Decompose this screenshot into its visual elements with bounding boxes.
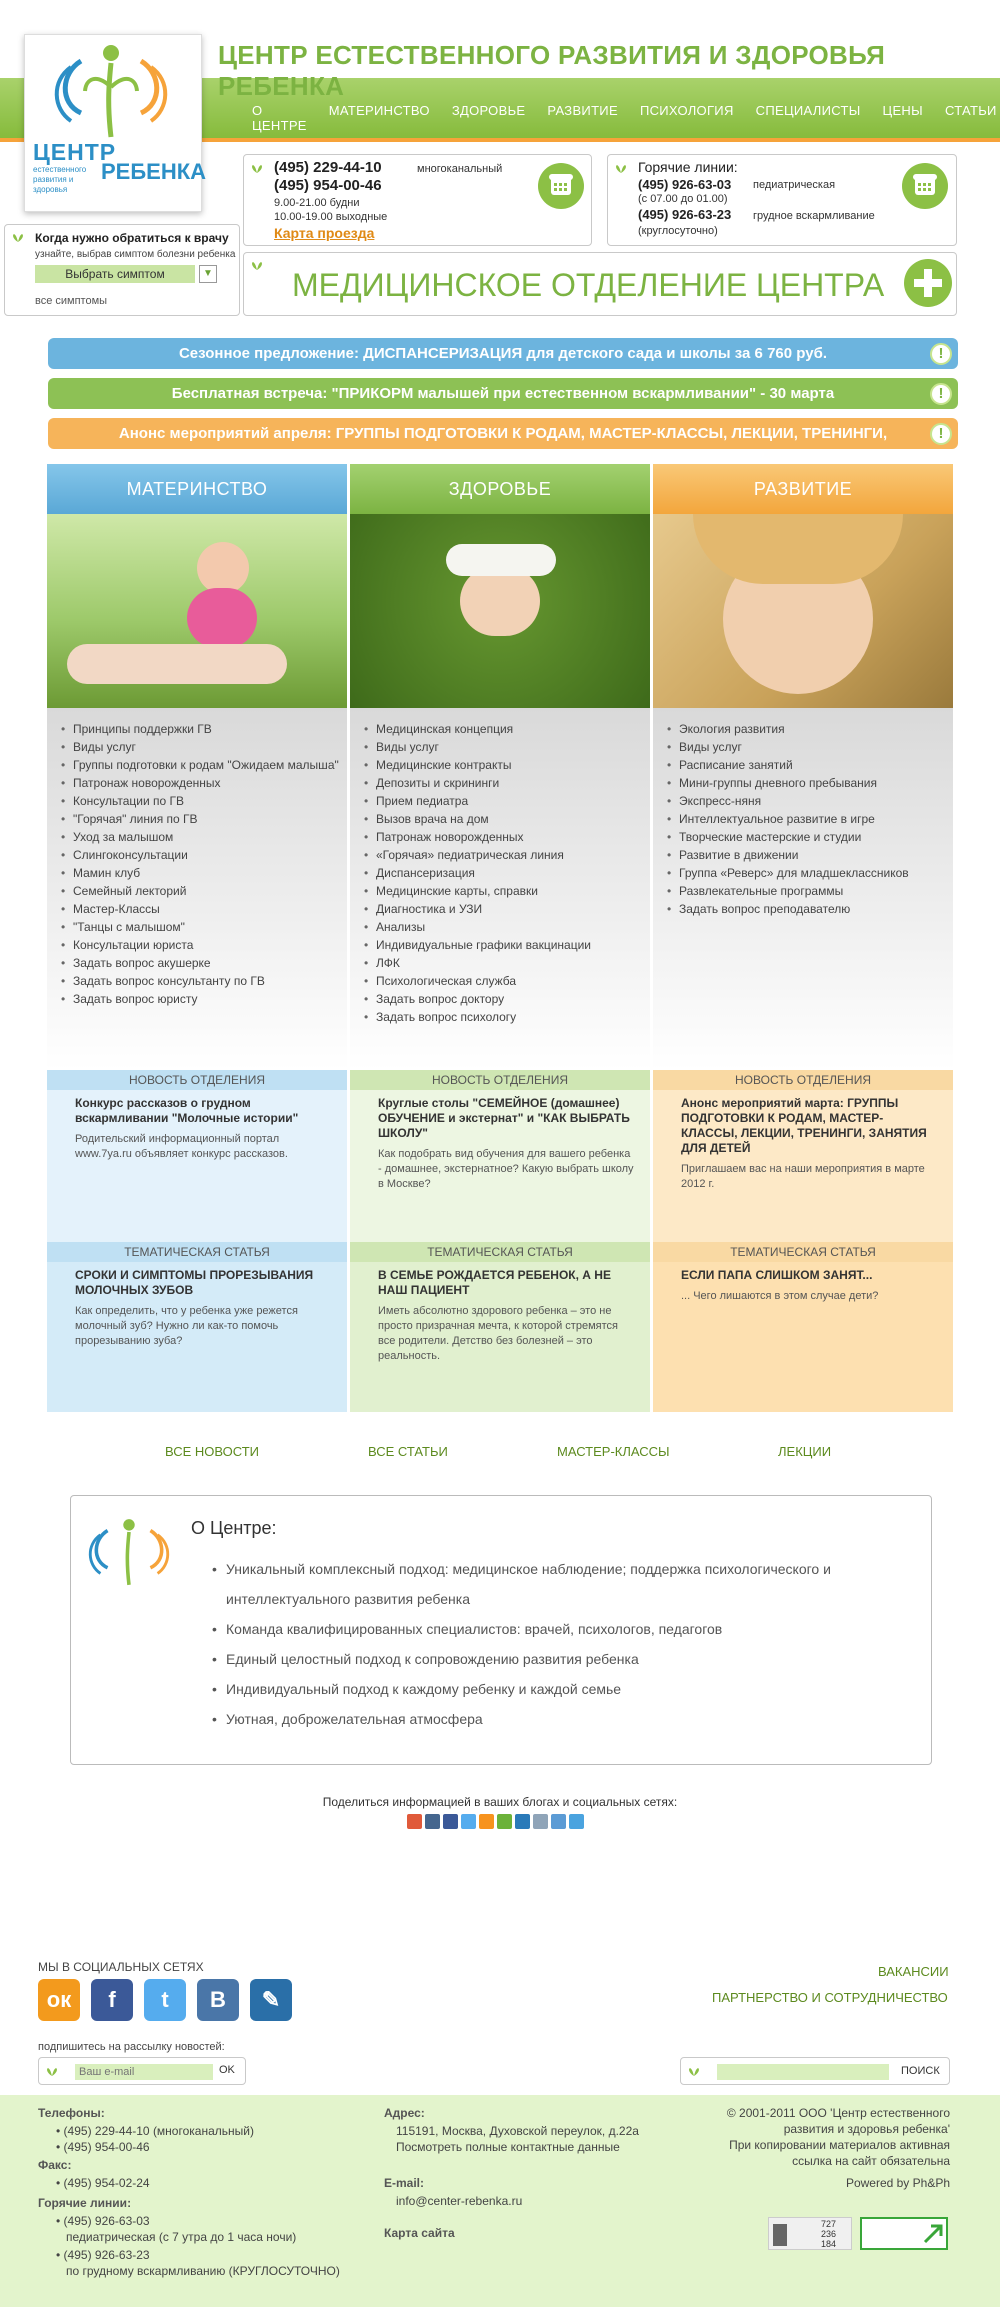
symptom-box bbox=[4, 224, 240, 316]
phone-1[interactable]: (495) 229-44-10 bbox=[274, 159, 382, 176]
hotline-2-note: грудное вскармливание bbox=[753, 210, 875, 222]
all-news-link[interactable]: ВСЕ НОВОСТИ bbox=[165, 1444, 260, 1459]
footer-email[interactable]: info@center-rebenka.ru bbox=[396, 2194, 523, 2208]
article-text: Как определить, что у ребенка уже режется молочный зуб? Нужно ли как-то помочь прорезыванию зуба? bbox=[75, 1305, 298, 1347]
footer-hotline: • (495) 926-63-23 bbox=[56, 2248, 150, 2262]
phone-icon bbox=[902, 163, 948, 209]
footer-copyright: © 2001-2011 ООО 'Центр естественного развития и здоровья ребенка' bbox=[726, 2106, 950, 2136]
search-form bbox=[680, 2057, 950, 2085]
leaf-icon bbox=[614, 164, 628, 174]
menu-item[interactable]: • Интеллектуальное развитие в игре bbox=[667, 810, 953, 828]
menu-item[interactable]: • Развитие в движении bbox=[667, 846, 953, 864]
menu-item[interactable]: • Медицинская концепция bbox=[364, 720, 650, 738]
logo-word-center: ЦЕНТР bbox=[33, 139, 117, 165]
menu-item[interactable]: • Медицинские контракты bbox=[364, 756, 650, 774]
counter-value: 727 bbox=[821, 2219, 837, 2229]
livejournal-icon[interactable]: ✎ bbox=[250, 1979, 292, 2021]
share-icon[interactable] bbox=[533, 1814, 548, 1829]
logo[interactable] bbox=[24, 34, 207, 212]
footer bbox=[0, 2095, 1000, 2307]
chevron-down-icon[interactable]: ▼ bbox=[199, 265, 217, 283]
menu-item[interactable]: • Анализы bbox=[364, 918, 650, 936]
menu-item[interactable]: • Медицинские карты, справки bbox=[364, 882, 650, 900]
nav-health[interactable]: ЗДОРОВЬЕ bbox=[451, 103, 526, 118]
menu-item[interactable]: • ЛФК bbox=[364, 954, 650, 972]
email-input[interactable] bbox=[75, 2064, 213, 2080]
news-block bbox=[653, 1090, 953, 1242]
hotlines-title: Горячие линии: bbox=[638, 159, 738, 175]
phone-1-note: многоканальный bbox=[417, 163, 503, 175]
hotline-2-hours: (круглосуточно) bbox=[638, 225, 718, 237]
news-title[interactable]: Анонс мероприятий марта: ГРУППЫ ПОДГОТОВКИ К РОДАМ, МАСТЕР-КЛАССЫ, ЛЕКЦИИ, ТРЕНИНГИ, ЗАНЯТИЯ ДЛЯ ДЕТЕЙ bbox=[681, 1096, 927, 1155]
footer-address: 115191, Москва, Духовской переулок, д.22а bbox=[396, 2124, 639, 2138]
menu-item[interactable]: • Расписание занятий bbox=[667, 756, 953, 774]
map-link[interactable]: Карта проезда bbox=[274, 225, 375, 241]
menu-item[interactable]: • Прием педиатра bbox=[364, 792, 650, 810]
article-title[interactable]: ЕСЛИ ПАПА СЛИШКОМ ЗАНЯТ... bbox=[681, 1268, 873, 1282]
photo-girl-flowers bbox=[350, 514, 650, 708]
share-icon[interactable] bbox=[479, 1814, 494, 1829]
article-heading: ТЕМАТИЧЕСКАЯ СТАТЬЯ bbox=[47, 1242, 347, 1262]
menu-item[interactable]: • Диагностика и УЗИ bbox=[364, 900, 650, 918]
footer-fax-heading: Факс: bbox=[38, 2158, 72, 2172]
hotlines-box bbox=[607, 154, 957, 246]
rating-badge[interactable] bbox=[860, 2217, 948, 2250]
news-text: Родительский информационный портал www.7ya.ru объявляет конкурс рассказов. bbox=[75, 1133, 288, 1160]
footer-hotlines-heading: Горячие линии: bbox=[38, 2196, 132, 2210]
site-title: ЦЕНТР ЕСТЕСТВЕННОГО РАЗВИТИЯ И ЗДОРОВЬЯ РЕБЕНКА bbox=[218, 40, 886, 101]
footer-email-heading: E-mail: bbox=[384, 2176, 425, 2190]
menu-item[interactable]: • Семейный лекторий bbox=[61, 882, 347, 900]
banner-checkup[interactable] bbox=[48, 338, 958, 369]
symptom-desc: узнайте, выбрав симптом болезни ребенка bbox=[35, 249, 236, 260]
article-title[interactable]: В СЕМЬЕ РОЖДАЕТСЯ РЕБЕНОК, А НЕ НАШ ПАЦИЕНТ bbox=[378, 1268, 611, 1297]
column-development bbox=[653, 464, 953, 1412]
column-title[interactable]: МАТЕРИНСТВО bbox=[47, 464, 347, 514]
news-block bbox=[350, 1090, 650, 1242]
exclamation-icon: ! bbox=[930, 423, 952, 445]
menu-item[interactable]: • Мини-группы дневного пребывания bbox=[667, 774, 953, 792]
news-heading: НОВОСТЬ ОТДЕЛЕНИЯ bbox=[350, 1070, 650, 1090]
logo-figures-icon bbox=[79, 1510, 179, 1594]
menu-item[interactable]: • "Горячая" линия по ГВ bbox=[61, 810, 347, 828]
symptom-title: Когда нужно обратиться к врачу bbox=[35, 231, 229, 245]
photo-smiling-child bbox=[653, 514, 953, 708]
news-heading: НОВОСТЬ ОТДЕЛЕНИЯ bbox=[653, 1070, 953, 1090]
share-icon[interactable] bbox=[461, 1814, 476, 1829]
footer-hotline-text: (495) 926-63-23 bbox=[63, 2248, 150, 2262]
article-heading: ТЕМАТИЧЕСКАЯ СТАТЬЯ bbox=[350, 1242, 650, 1262]
symptom-select[interactable]: Выбрать симптом bbox=[35, 265, 195, 283]
banner-text: Бесплатная встреча: "ПРИКОРМ малышей при естественном вскармливании" - 30 марта bbox=[171, 385, 835, 402]
leaf-icon bbox=[250, 164, 264, 174]
visit-counter[interactable] bbox=[768, 2217, 852, 2250]
menu-item[interactable]: • "Танцы с малышом" bbox=[61, 918, 347, 936]
menu-item[interactable]: • Творческие мастерские и студии bbox=[667, 828, 953, 846]
logo-figures-icon bbox=[41, 43, 181, 139]
hours-weekdays: 9.00-21.00 будни bbox=[274, 197, 360, 209]
logo-word-child: РЕБЕНКА bbox=[101, 159, 207, 184]
footer-fax: • (495) 954-02-24 bbox=[56, 2176, 150, 2190]
footer-hotline-text: (495) 926-63-03 bbox=[63, 2214, 150, 2228]
counter-value: 184 bbox=[821, 2239, 837, 2249]
menu-item[interactable]: • Слингоконсультации bbox=[61, 846, 347, 864]
subscribe-button[interactable]: OK bbox=[219, 2064, 235, 2076]
menu-item[interactable]: • Консультации по ГВ bbox=[61, 792, 347, 810]
menu-item[interactable]: • Задать вопрос преподавателю bbox=[667, 900, 953, 918]
column-health bbox=[350, 464, 650, 1412]
footer-phone-text: (495) 229-44-10 (многоканальный) bbox=[63, 2124, 254, 2138]
footer-phone: • (495) 229-44-10 (многоканальный) bbox=[56, 2124, 254, 2138]
vacancies-link[interactable]: ВАКАНСИИ bbox=[878, 1964, 949, 1979]
share-icon[interactable] bbox=[443, 1814, 458, 1829]
column-menu bbox=[653, 708, 953, 1070]
footer-copy-note: При копировании материалов активная ссылка на сайт обязательна bbox=[729, 2138, 950, 2168]
menu-item[interactable]: • Патронаж новорожденных bbox=[364, 828, 650, 846]
footer-hotline-note: по грудному вскармливанию (КРУГЛОСУТОЧНО) bbox=[66, 2264, 340, 2278]
sitemap-link[interactable]: Карта сайта bbox=[384, 2226, 455, 2240]
about-item: • Команда квалифицированных специалистов: врачей, психологов, педагогов bbox=[226, 1614, 916, 1644]
partnership-link[interactable]: ПАРТНЕРСТВО И СОТРУДНИЧЕСТВО bbox=[712, 1990, 948, 2005]
master-classes-link[interactable]: МАСТЕР-КЛАССЫ bbox=[557, 1444, 670, 1459]
footer-hotline-note: педиатрическая (с 7 утра до 1 часа ночи) bbox=[66, 2230, 297, 2244]
menu-item[interactable]: • Депозиты и скрининги bbox=[364, 774, 650, 792]
about-item: • Уникальный комплексный подход: медицинское наблюдение; поддержка психологического и интеллектуального развития ребенка bbox=[226, 1554, 916, 1614]
share-icon[interactable] bbox=[425, 1814, 440, 1829]
about-title: О Центре: bbox=[191, 1518, 277, 1538]
share-icon[interactable] bbox=[515, 1814, 530, 1829]
news-title[interactable]: Круглые столы "СЕМЕЙНОЕ (домашнее) ОБУЧЕНИЕ и экстернат" и "КАК ВЫБРАТЬ ШКОЛУ" bbox=[378, 1096, 630, 1140]
menu-item[interactable]: • Мастер-Классы bbox=[61, 900, 347, 918]
footer-contacts-link[interactable]: Посмотреть полные контактные данные bbox=[396, 2140, 620, 2154]
about-item: • Единый целостный подход к сопровождению развития ребенка bbox=[226, 1644, 916, 1674]
menu-item[interactable]: • Виды услуг bbox=[364, 738, 650, 756]
article-text: Иметь абсолютно здорового ребенка – это не просто призрачная мечта, к которой стремятся все родители. Детство без болезней – это реальность. bbox=[378, 1305, 618, 1362]
share-icon[interactable] bbox=[497, 1814, 512, 1829]
footer-fax-text: (495) 954-02-24 bbox=[63, 2176, 150, 2190]
share-text: Поделиться информацией в ваших блогах и социальных сетях: bbox=[322, 1795, 678, 1809]
menu-item[interactable]: • Вызов врача на дом bbox=[364, 810, 650, 828]
subscribe-form bbox=[38, 2057, 246, 2085]
photo-mother-baby bbox=[47, 514, 347, 708]
news-text: Как подобрать вид обучения для вашего ребенка - домашнее, экстернатное? Какую выбрать школу в Москве? bbox=[378, 1148, 634, 1190]
menu-item[interactable]: • Мамин клуб bbox=[61, 864, 347, 882]
menu-item[interactable]: • Виды услуг bbox=[61, 738, 347, 756]
share-icon[interactable] bbox=[551, 1814, 566, 1829]
article-block bbox=[653, 1262, 953, 1412]
nav-about[interactable]: О ЦЕНТРЕ bbox=[252, 103, 307, 133]
footer-phone-text: (495) 954-00-46 bbox=[63, 2140, 150, 2154]
menu-item[interactable]: • Консультации юриста bbox=[61, 936, 347, 954]
share-icon[interactable] bbox=[407, 1814, 422, 1829]
nav-prices[interactable]: ЦЕНЫ bbox=[882, 103, 923, 118]
contacts-box bbox=[243, 154, 592, 246]
twitter-icon[interactable]: t bbox=[144, 1979, 186, 2021]
footer-phone: • (495) 954-00-46 bbox=[56, 2140, 150, 2154]
odnoklassniki-icon[interactable]: ок bbox=[38, 1979, 80, 2021]
about-item: • Уютная, доброжелательная атмосфера bbox=[226, 1704, 916, 1734]
news-title[interactable]: Конкурс рассказов о грудном вскармливании "Молочные истории" bbox=[75, 1096, 299, 1125]
share-icon[interactable] bbox=[569, 1814, 584, 1829]
menu-item[interactable]: • Виды услуг bbox=[667, 738, 953, 756]
footer-hotline: • (495) 926-63-03 bbox=[56, 2214, 150, 2228]
menu-item[interactable]: • Задать вопрос консультанту по ГВ bbox=[61, 972, 347, 990]
menu-item[interactable]: • Группа «Реверс» для младшеклассников bbox=[667, 864, 953, 882]
all-symptoms-link[interactable]: все симптомы bbox=[35, 295, 108, 307]
main-nav bbox=[252, 103, 1000, 133]
facebook-icon[interactable]: f bbox=[91, 1979, 133, 2021]
hotline-1-note: педиатрическая bbox=[753, 179, 836, 191]
menu-item[interactable]: • Задать вопрос психологу bbox=[364, 1008, 650, 1026]
about-item: • Индивидуальный подход к каждому ребенку и каждой семье bbox=[226, 1674, 916, 1704]
column-menu bbox=[350, 708, 650, 1070]
article-heading: ТЕМАТИЧЕСКАЯ СТАТЬЯ bbox=[653, 1242, 953, 1262]
phone-icon bbox=[538, 163, 584, 209]
nav-psychology[interactable]: ПСИХОЛОГИЯ bbox=[639, 103, 734, 118]
menu-item[interactable]: • Задать вопрос акушерке bbox=[61, 954, 347, 972]
menu-item[interactable]: • «Горячая» педиатрическая линия bbox=[364, 846, 650, 864]
column-title[interactable]: ЗДОРОВЬЕ bbox=[350, 464, 650, 514]
menu-item[interactable]: • Задать вопрос доктору bbox=[364, 990, 650, 1008]
menu-item[interactable]: • Группы подготовки к родам "Ожидаем малыша" bbox=[61, 756, 347, 774]
banner-text: Сезонное предложение: ДИСПАНСЕРИЗАЦИЯ для детского сада и школы за 6 760 руб. bbox=[178, 345, 828, 362]
phone-2[interactable]: (495) 954-00-46 bbox=[274, 177, 382, 194]
hotline-1-hours: (с 07.00 до 01.00) bbox=[638, 193, 728, 205]
menu-item[interactable]: • Экспресс-няня bbox=[667, 792, 953, 810]
news-text: Приглашаем вас на наши мероприятия в марте 2012 г. bbox=[681, 1163, 925, 1190]
powered-by[interactable]: Powered by Ph&Ph bbox=[845, 2176, 950, 2190]
article-block bbox=[47, 1262, 347, 1412]
nav-maternity[interactable]: МАТЕРИНСТВО bbox=[328, 103, 430, 118]
column-menu bbox=[47, 708, 347, 1070]
nav-articles[interactable]: СТАТЬИ bbox=[944, 103, 997, 118]
article-text: ... Чего лишаются в этом случае дети? bbox=[681, 1290, 879, 1302]
lectures-link[interactable]: ЛЕКЦИИ bbox=[778, 1444, 832, 1459]
menu-item[interactable]: • Уход за малышом bbox=[61, 828, 347, 846]
menu-item[interactable]: • Задать вопрос юристу bbox=[61, 990, 347, 1008]
leaf-icon bbox=[250, 261, 264, 271]
leaf-icon bbox=[687, 2067, 701, 2077]
news-heading: НОВОСТЬ ОТДЕЛЕНИЯ bbox=[47, 1070, 347, 1090]
menu-item[interactable]: • Принципы поддержки ГВ bbox=[61, 720, 347, 738]
menu-item[interactable]: • Экология развития bbox=[667, 720, 953, 738]
social-title: МЫ В СОЦИАЛЬНЫХ СЕТЯХ bbox=[38, 1960, 204, 1974]
menu-item[interactable]: • Патронаж новорожденных bbox=[61, 774, 347, 792]
banner-text: Анонс мероприятий апреля: ГРУППЫ ПОДГОТОВКИ К РОДАМ, МАСТЕР-КЛАССЫ, ЛЕКЦИИ, ТРЕНИНГИ, bbox=[118, 425, 888, 442]
column-maternity bbox=[47, 464, 347, 1412]
menu-item[interactable]: • Психологическая служба bbox=[364, 972, 650, 990]
menu-item[interactable]: • Развлекательные программы bbox=[667, 882, 953, 900]
counter-value: 236 bbox=[821, 2229, 837, 2239]
about-box bbox=[70, 1495, 932, 1765]
department-box bbox=[243, 252, 957, 316]
exclamation-icon: ! bbox=[930, 383, 952, 405]
menu-item[interactable]: • Диспансеризация bbox=[364, 864, 650, 882]
subscribe-text: подпишитесь на рассылку новостей: bbox=[38, 2041, 225, 2053]
footer-address-heading: Адрес: bbox=[384, 2106, 425, 2120]
arrow-icon bbox=[922, 2223, 944, 2245]
search-input[interactable] bbox=[717, 2064, 889, 2080]
article-block bbox=[350, 1262, 650, 1412]
banner-april-events[interactable] bbox=[48, 418, 958, 449]
hotline-1[interactable]: (495) 926-63-03 bbox=[638, 177, 732, 192]
all-articles-link[interactable]: ВСЕ СТАТЬИ bbox=[368, 1444, 448, 1459]
banner-feeding[interactable] bbox=[48, 378, 958, 409]
leaf-icon bbox=[11, 233, 25, 243]
news-block bbox=[47, 1090, 347, 1242]
hotline-2[interactable]: (495) 926-63-23 bbox=[638, 207, 732, 222]
menu-item[interactable]: • Индивидуальные графики вакцинации bbox=[364, 936, 650, 954]
share-icons bbox=[407, 1814, 584, 1829]
nav-development[interactable]: РАЗВИТИЕ bbox=[547, 103, 618, 118]
plus-icon bbox=[904, 259, 952, 307]
footer-phones-heading: Телефоны: bbox=[38, 2106, 105, 2120]
exclamation-icon: ! bbox=[930, 343, 952, 365]
department-title: МЕДИЦИНСКОЕ ОТДЕЛЕНИЕ ЦЕНТРА bbox=[292, 267, 885, 303]
column-title[interactable]: РАЗВИТИЕ bbox=[653, 464, 953, 514]
leaf-icon bbox=[45, 2067, 59, 2077]
vkontakte-icon[interactable]: В bbox=[197, 1979, 239, 2021]
nav-specialists[interactable]: СПЕЦИАЛИСТЫ bbox=[755, 103, 861, 118]
article-title[interactable]: СРОКИ И СИМПТОМЫ ПРОРЕЗЫВАНИЯ МОЛОЧНЫХ ЗУБОВ bbox=[75, 1268, 314, 1297]
search-button[interactable]: ПОИСК bbox=[901, 2065, 940, 2077]
hours-weekend: 10.00-19.00 выходные bbox=[274, 211, 388, 223]
logo-subtitle: естественного развития и здоровья bbox=[33, 165, 87, 194]
